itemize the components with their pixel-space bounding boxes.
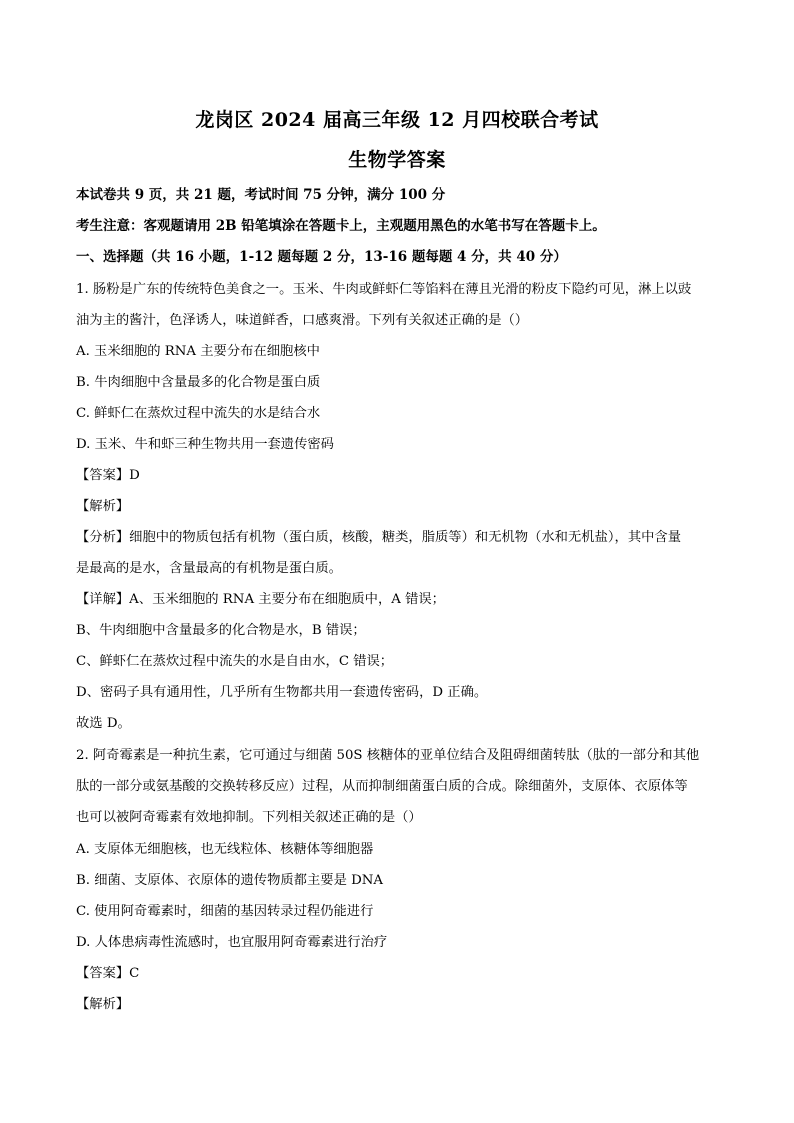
question-2-option-a: A. 支原体无细胞核，也无线粒体、核糖体等细胞器 xyxy=(76,842,374,857)
question-1-analysis-label: 【解析】 xyxy=(76,499,130,514)
question-1-option-d: D. 玉米、牛和虾三种生物共用一套遗传密码 xyxy=(76,437,334,452)
exam-attention-note: 考生注意：客观题请用 2B 铅笔填涂在答题卡上，主观题用黑色的水笔书写在答题卡上。 xyxy=(76,218,606,234)
question-1-analysis-line-1: 【分析】细胞中的物质包括有机物（蛋白质，核酸，糖类，脂质等）和无机物（水和无机盐），其中含量 xyxy=(76,530,682,545)
question-1-detail-c: C、鲜虾仁在蒸炊过程中流失的水是自由水，C 错误； xyxy=(76,654,394,669)
document-subtitle: 生物学答案 xyxy=(348,149,446,171)
question-2-stem-line-2: 肽的一部分或氨基酸的交换转移反应）过程，从而抑制细菌蛋白质的合成。除细菌外，支原体、衣原体等 xyxy=(76,779,688,794)
question-2-analysis-label: 【解析】 xyxy=(76,997,130,1012)
question-1-option-b: B. 牛肉细胞中含量最多的化合物是蛋白质 xyxy=(76,375,321,390)
question-2-option-c: C. 使用阿奇霉素时，细菌的基因转录过程仍能进行 xyxy=(76,904,374,919)
question-1-option-c: C. 鲜虾仁在蒸炊过程中流失的水是结合水 xyxy=(76,406,321,421)
question-1-stem-line-2: 油为主的酱汁，色泽诱人，味道鲜香，口感爽滑。下列有关叙述正确的是（） xyxy=(76,313,529,328)
question-1-detail-a: 【详解】A、玉米细胞的 RNA 主要分布在细胞质中，A 错误； xyxy=(76,592,445,607)
question-1-conclusion: 故选 D。 xyxy=(76,716,131,731)
question-2-stem-line-3: 也可以被阿奇霉素有效地抑制。下列相关叙述正确的是（） xyxy=(76,810,422,825)
document-title: 龙岗区 2024 届高三年级 12 月四校联合考试 xyxy=(195,109,599,131)
section-title: 一、选择题（共 16 小题，1-12 题每题 2 分，13-16 题每题 4 分，共 40 分） xyxy=(76,249,567,265)
question-1-answer: 【答案】D xyxy=(76,468,140,483)
question-1-stem-line-1: 1. 肠粉是广东的传统特色美食之一。玉米、牛肉或鲜虾仁等馅料在薄且光滑的粉皮下隐约可见，淋上以豉 xyxy=(76,282,692,297)
question-1-detail-b: B、牛肉细胞中含量最多的化合物是水，B 错误； xyxy=(76,623,366,638)
question-2-stem-line-1: 2. 阿奇霉素是一种抗生素，它可通过与细菌 50S 核糖体的亚单位结合及阻碍细菌转肽（肽的一部分和其他 xyxy=(76,748,700,763)
question-2-option-b: B. 细菌、支原体、衣原体的遗传物质都主要是 DNA xyxy=(76,873,383,888)
question-1-option-a: A. 玉米细胞的 RNA 主要分布在细胞核中 xyxy=(76,344,320,359)
question-1-analysis-line-2: 是最高的是水，含量最高的有机物是蛋白质。 xyxy=(76,561,342,576)
exam-info: 本试卷共 9 页，共 21 题，考试时间 75 分钟，满分 100 分 xyxy=(76,187,446,203)
question-2-option-d: D. 人体患病毒性流感时，也宜服用阿奇霉素进行治疗 xyxy=(76,935,388,950)
question-2-answer: 【答案】C xyxy=(76,966,140,981)
question-1-detail-d: D、密码子具有通用性，几乎所有生物都共用一套遗传密码，D 正确。 xyxy=(76,685,488,700)
